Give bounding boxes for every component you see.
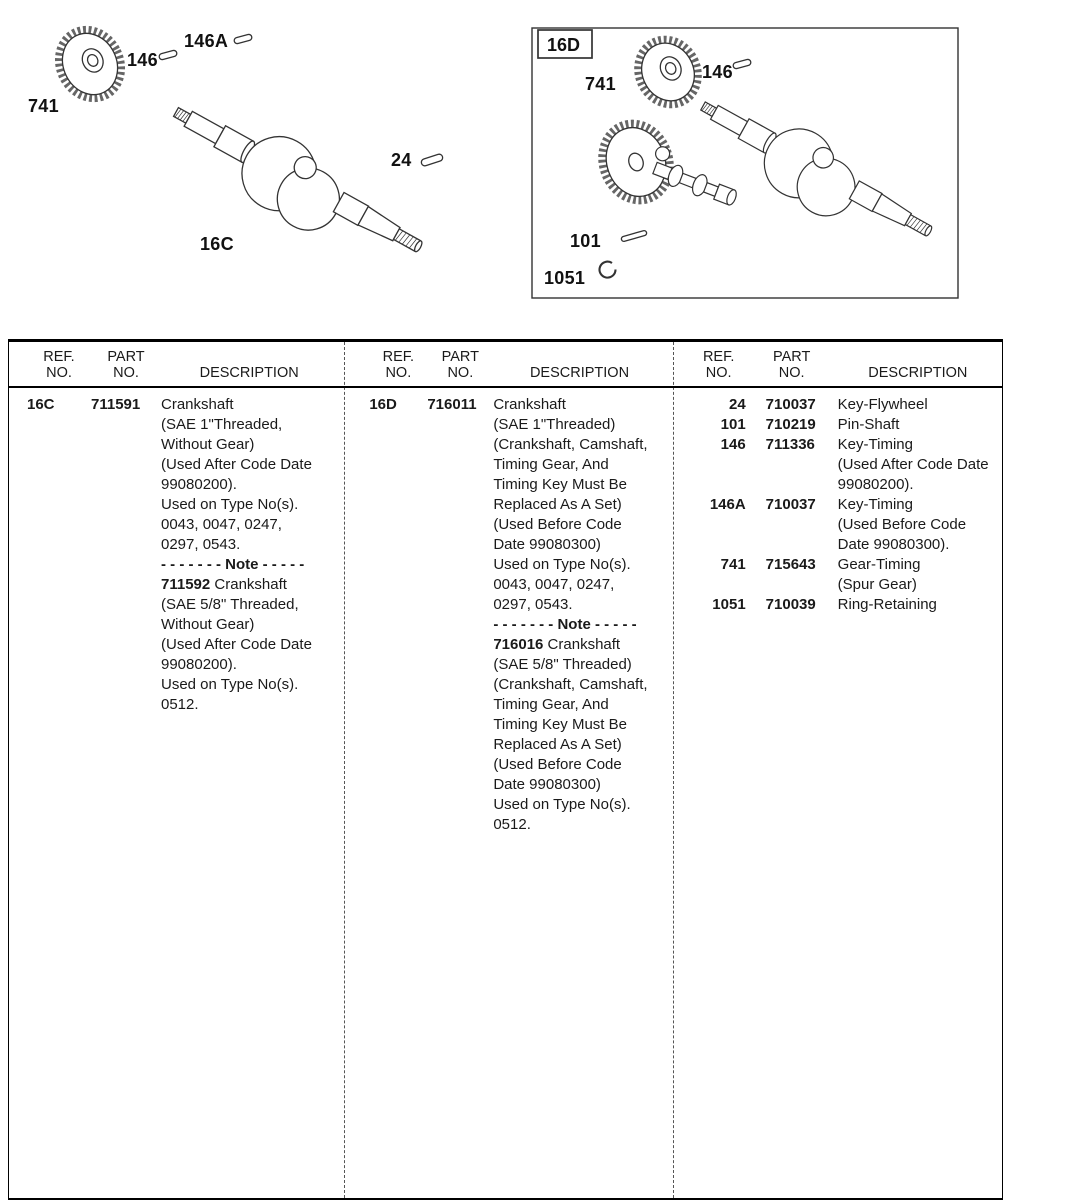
table-row bbox=[672, 515, 1002, 535]
table-row bbox=[9, 495, 343, 515]
ref-no-cell bbox=[369, 635, 427, 655]
description-cell: (Used Before Code bbox=[837, 516, 967, 533]
part-no-cell bbox=[91, 455, 161, 475]
key-icon-24 bbox=[420, 153, 443, 166]
key-icon-146-left bbox=[159, 50, 178, 60]
part-no-cell bbox=[91, 555, 161, 575]
table-row bbox=[343, 515, 671, 535]
part-no-cell bbox=[427, 475, 493, 495]
description-cell: (SAE 1"Threaded, bbox=[161, 416, 283, 433]
description-cell: (Used Before Code bbox=[493, 516, 622, 533]
ref-no-cell bbox=[692, 475, 746, 495]
description-cell: Timing Gear, And bbox=[493, 456, 609, 473]
ref-no-cell bbox=[27, 435, 91, 455]
part-no-cell bbox=[427, 555, 493, 575]
ref-no-cell bbox=[369, 655, 427, 675]
label-146-left: 146 bbox=[127, 50, 158, 70]
part-no-cell bbox=[91, 695, 161, 715]
description-cell: Date 99080300) bbox=[493, 536, 601, 553]
description-cell: 716016 Crankshaft bbox=[493, 636, 621, 653]
part-no-cell: 710039 bbox=[765, 596, 816, 613]
description-cell: Used on Type No(s). bbox=[161, 496, 299, 513]
table-row bbox=[343, 695, 671, 715]
column-body bbox=[9, 386, 343, 715]
ref-no-cell bbox=[27, 555, 91, 575]
label-16c: 16C bbox=[200, 234, 234, 254]
description-cell: 99080200). bbox=[161, 476, 237, 493]
table-row bbox=[343, 455, 671, 475]
description-header: DESCRIPTION bbox=[868, 365, 968, 381]
column-divider-2 bbox=[673, 342, 674, 1198]
description-cell: 99080200). bbox=[837, 476, 914, 493]
ref-no-cell bbox=[369, 815, 427, 835]
part-no-cell bbox=[91, 495, 161, 515]
part-no-cell bbox=[91, 535, 161, 555]
part-no-cell bbox=[427, 435, 493, 455]
label-146-right: 146 bbox=[702, 62, 733, 82]
ref-no-cell bbox=[369, 435, 427, 455]
description-cell: Without Gear) bbox=[161, 616, 255, 633]
ref-no-cell bbox=[369, 695, 427, 715]
part-no-cell bbox=[427, 455, 493, 475]
figure-16c bbox=[28, 19, 444, 285]
part-no-cell bbox=[746, 575, 838, 595]
part-no-cell bbox=[427, 535, 493, 555]
ref-no-cell bbox=[369, 495, 427, 515]
part-no-cell bbox=[91, 615, 161, 635]
table-row bbox=[9, 535, 343, 555]
label-741-right: 741 bbox=[585, 74, 616, 94]
header-rule bbox=[9, 386, 1002, 388]
table-row bbox=[343, 675, 671, 695]
description-cell: Used on Type No(s). bbox=[493, 556, 631, 573]
ref-no-cell bbox=[369, 595, 427, 615]
part-no-cell bbox=[91, 475, 161, 495]
ref-no-cell bbox=[27, 495, 91, 515]
parts-table bbox=[8, 339, 1003, 1200]
table-row bbox=[343, 395, 671, 415]
ref-no-cell bbox=[27, 655, 91, 675]
part-no-cell bbox=[91, 515, 161, 535]
ref-no-cell bbox=[27, 635, 91, 655]
table-row bbox=[343, 655, 671, 675]
description-cell: Used on Type No(s). bbox=[493, 796, 631, 813]
table-row bbox=[9, 455, 343, 475]
column-body bbox=[672, 386, 1002, 615]
part-no-cell bbox=[91, 635, 161, 655]
ref-no-cell bbox=[27, 415, 91, 435]
ref-no-cell bbox=[369, 535, 427, 555]
description-cell: (Used After Code Date bbox=[161, 456, 312, 473]
description-cell: Date 99080300) bbox=[493, 776, 601, 793]
label-146a: 146A bbox=[184, 31, 229, 51]
part-no-cell bbox=[427, 775, 493, 795]
table-row bbox=[343, 555, 671, 575]
ref-no-cell: 146 bbox=[720, 436, 746, 453]
table-row bbox=[343, 795, 671, 815]
table-row bbox=[343, 435, 671, 455]
column-header bbox=[9, 342, 343, 386]
part-no-cell bbox=[427, 615, 493, 635]
ref-no-cell bbox=[692, 535, 746, 555]
description-cell: Date 99080300). bbox=[837, 536, 950, 553]
key-icon-146a bbox=[234, 34, 253, 44]
description-cell: (SAE 1"Threaded) bbox=[493, 416, 616, 433]
description-cell: (Used After Code Date bbox=[161, 636, 312, 653]
description-cell: (Used After Code Date bbox=[837, 456, 989, 473]
table-row bbox=[343, 415, 671, 435]
crankshaft-illustration-16c bbox=[155, 83, 436, 285]
ref-no-cell: 101 bbox=[720, 416, 746, 433]
part-no-cell bbox=[427, 415, 493, 435]
ref-no-cell: 24 bbox=[728, 396, 746, 413]
description-cell: 0297, 0543. bbox=[161, 536, 241, 553]
parts-column-1 bbox=[9, 342, 343, 1198]
description-cell: Key-Timing bbox=[837, 496, 913, 513]
description-cell: 0512. bbox=[493, 816, 531, 833]
ref-no-cell bbox=[692, 515, 746, 535]
ref-no-header: REF. NO. bbox=[382, 349, 415, 381]
part-no-cell bbox=[427, 795, 493, 815]
ref-no-cell bbox=[369, 615, 427, 635]
ref-no-cell bbox=[27, 475, 91, 495]
part-no-cell bbox=[427, 575, 493, 595]
description-cell: (SAE 5/8" Threaded) bbox=[493, 656, 632, 673]
ref-no-cell bbox=[27, 675, 91, 695]
ref-no-cell bbox=[369, 795, 427, 815]
ref-no-cell bbox=[369, 735, 427, 755]
column-header bbox=[343, 342, 671, 386]
ref-no-header: REF. NO. bbox=[702, 349, 735, 381]
ref-no-cell bbox=[369, 715, 427, 735]
ref-no-cell bbox=[369, 415, 427, 435]
description-cell: 711592 Crankshaft bbox=[161, 576, 287, 593]
pin-shaft-icon bbox=[621, 230, 647, 242]
part-no-cell bbox=[427, 695, 493, 715]
description-cell: Key-Timing bbox=[837, 436, 913, 453]
retaining-ring-icon bbox=[600, 262, 616, 278]
ref-no-cell bbox=[27, 535, 91, 555]
key-icon-146-right bbox=[733, 59, 752, 69]
ref-no-cell bbox=[369, 555, 427, 575]
ref-no-cell: 146A bbox=[709, 496, 746, 513]
part-no-cell: 711336 bbox=[765, 436, 815, 453]
table-row bbox=[343, 495, 671, 515]
ref-no-cell bbox=[27, 515, 91, 535]
part-no-cell bbox=[91, 415, 161, 435]
ref-no-cell bbox=[27, 615, 91, 635]
ref-no-cell bbox=[27, 695, 91, 715]
part-no-cell bbox=[427, 715, 493, 735]
ref-no-cell bbox=[27, 455, 91, 475]
description-header: DESCRIPTION bbox=[199, 365, 299, 381]
table-row bbox=[9, 475, 343, 495]
description-cell: Replaced As A Set) bbox=[493, 736, 622, 753]
parts-column-2 bbox=[343, 342, 671, 1198]
description-cell: (SAE 5/8" Threaded, bbox=[161, 596, 299, 613]
part-no-cell: 710037 bbox=[765, 396, 816, 413]
table-row bbox=[343, 535, 671, 555]
table-row bbox=[9, 635, 343, 655]
description-header: DESCRIPTION bbox=[529, 365, 630, 381]
description-cell: Timing Key Must Be bbox=[493, 716, 627, 733]
description-cell: - - - - - - - Note - - - - - bbox=[493, 616, 637, 633]
part-no-cell: 710037 bbox=[765, 496, 816, 513]
column-divider-1 bbox=[344, 342, 345, 1198]
part-no-cell bbox=[91, 575, 161, 595]
description-cell: 99080200). bbox=[161, 656, 237, 673]
description-cell: Ring-Retaining bbox=[837, 596, 937, 613]
part-no-cell bbox=[427, 595, 493, 615]
table-row bbox=[9, 675, 343, 695]
table-columns bbox=[9, 342, 1002, 1198]
part-no-cell: 715643 bbox=[765, 556, 816, 573]
parts-column-3 bbox=[672, 342, 1002, 1198]
table-row bbox=[9, 575, 343, 595]
description-cell: 0512. bbox=[161, 696, 199, 713]
timing-gear-illustration-right bbox=[627, 30, 708, 115]
table-row bbox=[9, 615, 343, 635]
table-row bbox=[672, 395, 1002, 415]
table-row bbox=[9, 655, 343, 675]
column-header bbox=[672, 342, 1002, 386]
table-row bbox=[343, 735, 671, 755]
ref-no-cell: 16C bbox=[27, 396, 55, 413]
camshaft-illustration bbox=[592, 114, 744, 210]
table-row bbox=[9, 695, 343, 715]
description-cell: Crankshaft bbox=[493, 396, 566, 413]
figure-16d bbox=[532, 28, 958, 298]
description-cell: (Used Before Code bbox=[493, 756, 622, 773]
table-row bbox=[343, 575, 671, 595]
label-101: 101 bbox=[570, 231, 601, 251]
ref-no-cell bbox=[369, 515, 427, 535]
label-741-left: 741 bbox=[28, 96, 59, 116]
ref-no-cell bbox=[369, 675, 427, 695]
table-row bbox=[672, 435, 1002, 455]
description-cell: (Crankshaft, Camshaft, bbox=[493, 676, 648, 693]
table-row bbox=[672, 595, 1002, 615]
part-no-cell bbox=[746, 535, 838, 555]
description-cell: Crankshaft bbox=[161, 396, 234, 413]
table-row bbox=[343, 755, 671, 775]
label-1051: 1051 bbox=[544, 268, 586, 288]
table-row bbox=[672, 555, 1002, 575]
description-cell: - - - - - - - Note - - - - - bbox=[161, 556, 305, 573]
table-row bbox=[9, 435, 343, 455]
description-cell: 0043, 0047, 0247, bbox=[161, 516, 282, 533]
ref-no-cell bbox=[369, 455, 427, 475]
figure-16d-border bbox=[532, 28, 958, 298]
description-cell: Gear-Timing bbox=[837, 556, 921, 573]
label-24: 24 bbox=[391, 150, 412, 170]
ref-no-cell bbox=[369, 575, 427, 595]
description-cell: (Crankshaft, Camshaft, bbox=[493, 436, 648, 453]
description-cell: Timing Gear, And bbox=[493, 696, 609, 713]
label-16d: 16D bbox=[547, 35, 581, 55]
ref-no-header: REF. NO. bbox=[43, 349, 75, 381]
ref-no-cell bbox=[369, 755, 427, 775]
part-no-cell bbox=[91, 435, 161, 455]
part-no-cell bbox=[427, 515, 493, 535]
table-row bbox=[9, 395, 343, 415]
part-no-cell bbox=[427, 495, 493, 515]
table-row bbox=[672, 575, 1002, 595]
table-row bbox=[672, 475, 1002, 495]
part-no-header: PART NO. bbox=[773, 349, 811, 381]
ref-no-cell: 741 bbox=[720, 556, 746, 573]
crankshaft-illustration-16d bbox=[684, 79, 946, 267]
description-cell: Replaced As A Set) bbox=[493, 496, 622, 513]
description-cell: Pin-Shaft bbox=[837, 416, 900, 433]
ref-no-cell bbox=[692, 575, 746, 595]
part-no-header: PART NO. bbox=[107, 349, 145, 381]
table-row bbox=[343, 475, 671, 495]
parts-diagram-illustrations bbox=[0, 0, 1073, 335]
description-cell: Key-Flywheel bbox=[837, 396, 928, 413]
part-no-cell bbox=[91, 655, 161, 675]
table-row bbox=[672, 415, 1002, 435]
table-row bbox=[343, 775, 671, 795]
table-row bbox=[672, 455, 1002, 475]
description-cell: Timing Key Must Be bbox=[493, 476, 627, 493]
part-no-cell: 711591 bbox=[91, 396, 141, 413]
table-row bbox=[343, 815, 671, 835]
part-no-cell: 716011 bbox=[427, 396, 477, 413]
column-body bbox=[343, 386, 671, 835]
description-cell: 0297, 0543. bbox=[493, 596, 573, 613]
ref-no-cell bbox=[27, 575, 91, 595]
part-no-cell bbox=[746, 455, 838, 475]
ref-no-cell: 1051 bbox=[712, 596, 746, 613]
table-row bbox=[343, 615, 671, 635]
table-row bbox=[9, 555, 343, 575]
ref-no-cell bbox=[369, 475, 427, 495]
ref-no-cell bbox=[369, 775, 427, 795]
timing-gear-illustration-left bbox=[48, 19, 133, 108]
table-row bbox=[9, 515, 343, 535]
part-no-cell bbox=[427, 635, 493, 655]
table-row bbox=[343, 715, 671, 735]
description-cell: Used on Type No(s). bbox=[161, 676, 299, 693]
description-cell: 0043, 0047, 0247, bbox=[493, 576, 615, 593]
table-row bbox=[9, 595, 343, 615]
ref-no-cell bbox=[27, 595, 91, 615]
part-no-cell bbox=[427, 815, 493, 835]
table-row bbox=[343, 595, 671, 615]
ref-no-cell: 16D bbox=[369, 396, 397, 413]
ref-no-cell bbox=[692, 455, 746, 475]
table-row bbox=[672, 495, 1002, 515]
part-no-cell bbox=[427, 755, 493, 775]
part-no-header: PART NO. bbox=[441, 349, 479, 381]
part-no-cell bbox=[91, 675, 161, 695]
description-cell: (Spur Gear) bbox=[837, 576, 917, 593]
table-row bbox=[343, 635, 671, 655]
part-no-cell bbox=[427, 735, 493, 755]
description-cell: Without Gear) bbox=[161, 436, 255, 453]
part-no-cell bbox=[91, 595, 161, 615]
part-no-cell: 710219 bbox=[765, 416, 816, 433]
table-row bbox=[9, 415, 343, 435]
table-row bbox=[672, 535, 1002, 555]
part-no-cell bbox=[746, 475, 838, 495]
part-no-cell bbox=[746, 515, 838, 535]
part-no-cell bbox=[427, 655, 493, 675]
part-no-cell bbox=[427, 675, 493, 695]
